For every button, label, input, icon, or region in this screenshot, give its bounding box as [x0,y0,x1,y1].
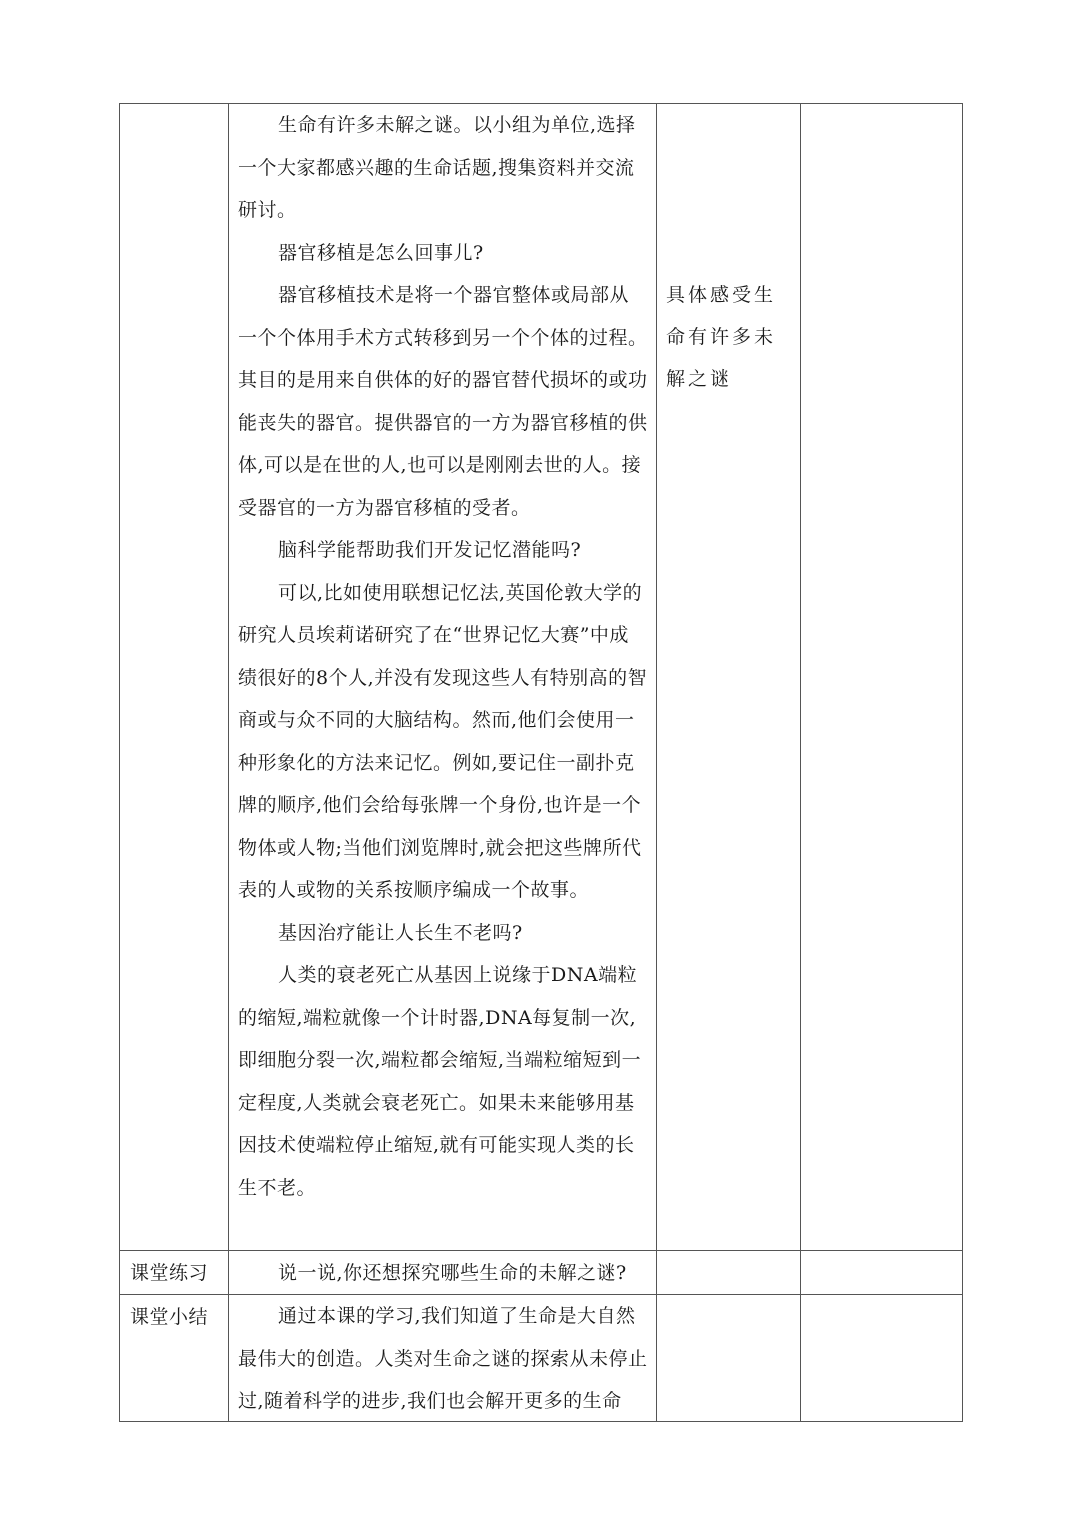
column-divider-2 [656,103,657,1422]
section-label-summary: 课堂小结 [130,1306,209,1328]
question-heading: 脑科学能帮助我们开发记忆潜能吗? [278,539,582,561]
design-intent-cell: 具体感受生命有许多未解之谜 [666,284,777,390]
content-paragraph: 人类的衰老死亡从基因上说缘于DNA端粒的缩短,端粒就像一个计时器,DNA每复制一次,即细胞分裂一次,端粒都会缩短,当端粒缩短到一定程度,人类就会衰老死亡。如果未来能够用基因技术使端粒停止缩短,就有可能实现人类的长生不老。 [238,964,642,1199]
content-paragraph: 生命有许多未解之谜。以小组为单位,选择一个大家都感兴趣的生命话题,搜集资料并交流研讨。 [238,114,636,221]
practice-content-cell [238,1252,648,1294]
summary-content-cell [238,1295,648,1423]
table-border-left [119,103,120,1422]
column-divider-3 [800,103,801,1422]
question-heading: 基因治疗能让人长生不老吗? [278,921,523,944]
summary-content: 通过本课的学习,我们知道了生命是大自然最伟大的创造。人类对生命之谜的探索从未停止过,随着科学的进步,我们也会解开更多的生命 [238,1305,648,1412]
section-label-practice: 课堂练习 [130,1262,209,1284]
table-border-right [962,103,963,1422]
question-heading: 器官移植是怎么回事儿? [278,241,484,264]
practice-content: 说一说,你还想探究哪些生命的未解之谜? [278,1262,627,1284]
row-divider-1 [119,1250,963,1251]
content-paragraph: 可以,比如使用联想记忆法,英国伦敦大学的研究人员埃莉诺研究了在“世界记忆大赛”中成绩很好的8个人,并没有发现这些人有特别高的智商或与众不同的大脑结构。然而,他们会使用一种形象化的方法来记忆。例如,要记住一副扑克牌的顺序,他们会给每张牌一个身份,也许是一个物体或人物;当他们浏览牌时,就会把这些牌所代表的人或物的关系按顺序编成一个故事。 [238,581,648,901]
teaching-content-cell [238,104,648,1209]
column-divider-1 [228,103,229,1422]
content-paragraph: 器官移植技术是将一个器官整体或局部从一个个体用手术方式转移到另一个个体的过程。其目的是用来自供体的好的器官替代损坏的或功能丧失的器官。提供器官的一方为器官移植的供体,可以是在世的人,也可以是刚刚去世的人。接受器官的一方为器官移植的受者。 [238,284,648,519]
